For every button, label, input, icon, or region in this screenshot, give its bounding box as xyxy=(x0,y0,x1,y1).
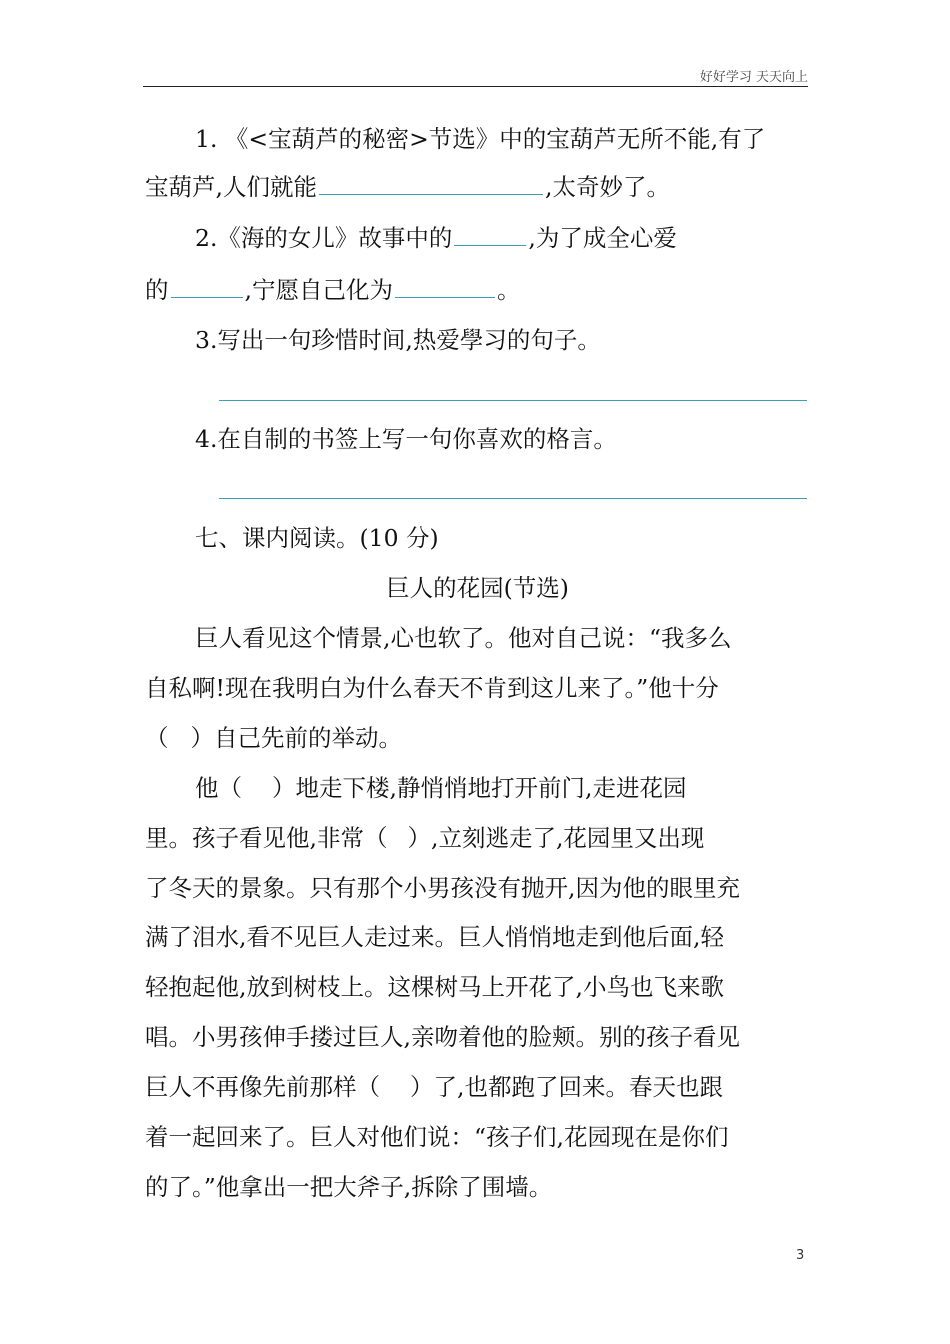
question-2-line-2: 的 ,宁愿自己化为 。 xyxy=(145,276,521,304)
passage-p2-line-1: 他（ ）地走下楼,静悄悄地打开前门,走进花园 xyxy=(195,774,687,802)
passage-p2-line-6: 唱。小男孩伸手搂过巨人,亲吻着他的脸颊。别的孩子看见 xyxy=(145,1023,740,1051)
passage-p2-line-8: 着一起回来了。巨人对他们说：“孩子们,花园现在是你们 xyxy=(145,1123,729,1151)
q4-answer-line[interactable] xyxy=(219,498,807,499)
q2-blank-3[interactable] xyxy=(395,277,495,298)
page-number: 3 xyxy=(796,1248,805,1263)
passage-p2-line-3: 了冬天的景象。只有那个小男孩没有抛开,因为他的眼里充 xyxy=(145,874,740,902)
passage-title: 巨人的花园(节选) xyxy=(386,574,569,602)
passage-p1-line-3: （ ）自己先前的举动。 xyxy=(145,724,402,752)
section-7-heading: 七、课内阅读。(10 分) xyxy=(195,524,439,552)
passage-p1-line-2: 自私啊!现在我明白为什么春天不肯到这儿来了。”他十分 xyxy=(145,674,719,702)
question-2-line-1: 2.《海的女儿》故事中的 ,为了成全心爱 xyxy=(195,224,677,252)
passage-p2-line-5: 轻抱起他,放到树枝上。这棵树马上开花了,小鸟也飞来歌 xyxy=(145,973,724,1001)
question-1-line-2: 宝葫芦,人们就能 ,太奇妙了。 xyxy=(145,173,670,201)
passage-p2-line-7: 巨人不再像先前那样（ ）了,也都跑了回来。春天也跟 xyxy=(145,1073,723,1101)
passage-p2-line-2: 里。孩子看见他,非常（ ）,立刻逃走了,花园里又出现 xyxy=(145,824,705,852)
passage-p2-line-4: 满了泪水,看不见巨人走过来。巨人悄悄地走到他后面,轻 xyxy=(145,923,724,951)
passage-p2-line-9: 的了。”他拿出一把大斧子,拆除了围墙。 xyxy=(145,1173,553,1201)
q1-blank[interactable] xyxy=(319,174,543,195)
q2-blank-2[interactable] xyxy=(171,277,243,298)
passage-p1-line-1: 巨人看见这个情景,心也软了。他对自己说：“我多么 xyxy=(195,624,732,652)
question-1-line-1: 1. 《<宝葫芦的秘密>节选》中的宝葫芦无所不能,有了 xyxy=(195,125,766,153)
page-header xyxy=(143,62,808,87)
header-motto: 好好学习 天天向上 xyxy=(699,70,808,85)
q3-answer-line[interactable] xyxy=(219,400,807,401)
q2-blank-1[interactable] xyxy=(454,225,526,246)
question-3: 3.写出一句珍惜时间,热爱學习的句子。 xyxy=(195,326,601,354)
question-4: 4.在自制的书签上写一句你喜欢的格言。 xyxy=(195,425,617,453)
